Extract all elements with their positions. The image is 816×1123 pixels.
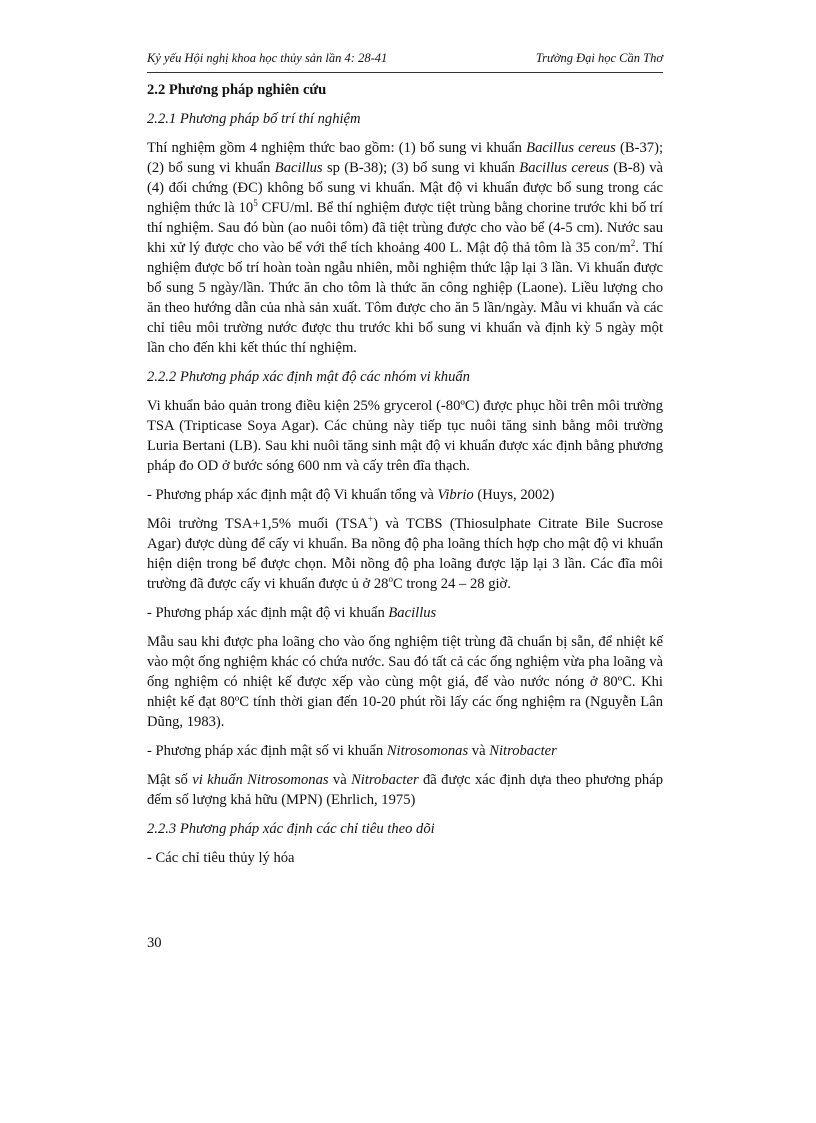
species-name: vi khuẩn Nitrosomonas [192, 772, 329, 788]
text: (Huys, 2002) [473, 487, 555, 503]
text: - Phương pháp xác định mật độ vi khuẩn [147, 605, 389, 621]
text: - Phương pháp xác định mật độ Vi khuẩn tổng và [147, 487, 438, 503]
subsection-heading-3: 2.2.3 Phương pháp xác định các chỉ tiêu theo dõi [147, 821, 435, 837]
superscript: + [368, 514, 374, 525]
text: Môi trường TSA+1,5% muối (TSA [147, 516, 368, 532]
subsection-heading-2: 2.2.2 Phương pháp xác định mật độ các nhóm vi khuẩn [147, 369, 470, 385]
paragraph-bacteria-storage: Vi khuẩn bảo quản trong điều kiện 25% grycerol (-80ºC) được phục hồi trên môi trường TSA (Tripticase Soya Agar). Các chủng này tiếp tục nuôi tăng sinh bằng môi trường Luria Bertani (LB). Sau khi nuôi tăng sinh mật độ vi khuẩn được xác định bằng phương pháp đo OD ở bước sóng 600 nm và cấy trên đĩa thạch. [147, 398, 663, 474]
method-item-bacillus [147, 603, 663, 623]
species-name: Nitrobacter [489, 743, 557, 759]
text: CFU/ml. Bể thí nghiệm được tiệt trùng bằng chorine trước khi bố trí thí nghiệm. Sau đó bùn (ao nuôi tôm) đã tiệt trùng được cho vào bể (4-5 cm). Nước sau khi xử lý được cho vào bể với thể tích khoảng 400 L. Mật độ thả tôm là 35 con/m [147, 200, 663, 256]
superscript: 5 [253, 198, 258, 209]
text: C trong 24 – 28 giờ. [392, 576, 511, 592]
paragraph-bacillus-method: Mẫu sau khi được pha loãng cho vào ống nghiệm tiệt trùng đã chuẩn bị sẵn, để nhiệt kế vào một ống nghiệm khác có chứa nước. Sau đó tất cả các ống nghiệm vừa pha loãng và ống nghiệm có nhiệt kế được xếp vào cùng một giá, để vào nước nóng ở 80ºC. Khi nhiệt kế đạt 80ºC tính thời gian đến 10-20 phút rồi lấy các ống nghiệm ra (Nguyễn Lân Dũng, 1983). [147, 634, 663, 730]
species-name: Bacillus cereus [519, 160, 609, 176]
text: . Thí nghiệm được bố trí hoàn toàn ngẫu nhiên, mỗi nghiệm thức lập lại 3 lần. Vi khuẩn được bổ sung 5 ngày/lần. Thức ăn cho tôm là thức ăn công nghiệp (Laone). Liều lượng cho ăn theo hướng dẫn của nhà sản xuất. Tôm được cho ăn 5 lần/ngày. Mẫu vi khuẩn và các chỉ tiêu môi trường nước được thu trước khi bổ sung vi khuẩn và định kỳ 5 ngày một lần cho đến khi kết thúc thí nghiệm. [147, 240, 663, 356]
paragraph-mpn-method [147, 770, 663, 810]
page-number: 30 [147, 935, 162, 951]
paragraph-design [147, 138, 663, 358]
species-name: Nitrosomonas [386, 743, 469, 759]
text: và [328, 772, 352, 788]
section-heading: 2.2 Phương pháp nghiên cứu [147, 82, 327, 98]
species-name: Bacillus [388, 605, 437, 621]
header-journal: Kỷ yếu Hội nghị khoa học thủy sản lần 4: 28-41 [147, 51, 388, 65]
main-content [147, 80, 663, 877]
text: sp (B-38); (3) bổ sung vi khuẩn [322, 160, 520, 176]
running-header [147, 51, 663, 73]
text: và [468, 743, 490, 759]
header-institution: Trường Đại học Cần Thơ [535, 51, 663, 65]
superscript: 2 [630, 238, 636, 249]
text: ) và TCBS (Thiosulphate Citrate Bile Sucrose Agar) được dùng để cấy vi khuẩn. Ba nồng độ pha loãng thích hợp cho mật độ vi khuẩn hiện diện trong bể được chọn. Mỗi nồng độ pha loãng được lặp lại 3 lần. Các đĩa môi trường đã được cấy vi khuẩn được ủ ở 28 [147, 516, 663, 592]
method-item-nitrifiers [147, 741, 663, 761]
species-name: Bacillus cereus [526, 140, 616, 156]
text: đã được xác định dựa theo phương pháp đếm số lượng khả hữu (MPN) (Ehrlich, 1975) [147, 772, 663, 808]
paragraph-vibrio-method [147, 514, 663, 594]
text: Thí nghiệm gồm 4 nghiệm thức bao gồm: (1) bổ sung vi khuẩn [147, 140, 527, 156]
method-item-physicochemical: - Các chỉ tiêu thủy lý hóa [147, 850, 295, 866]
text: Mật số [147, 772, 193, 788]
subsection-heading-1: 2.2.1 Phương pháp bố trí thí nghiệm [147, 111, 361, 127]
method-item-vibrio [147, 485, 663, 505]
superscript: o [388, 574, 393, 585]
text: (B-37); (2) bổ sung vi khuẩn [147, 140, 663, 176]
species-name: Vibrio [437, 487, 474, 503]
species-name: Bacillus [274, 160, 323, 176]
text: (B-8) và (4) đối chứng (ĐC) không bổ sung vi khuẩn. Mật độ vi khuẩn được bổ sung trong các nghiệm thức là 10 [147, 160, 663, 216]
text: - Phương pháp xác định mật số vi khuẩn [147, 743, 387, 759]
species-name: Nitrobacter [351, 772, 419, 788]
